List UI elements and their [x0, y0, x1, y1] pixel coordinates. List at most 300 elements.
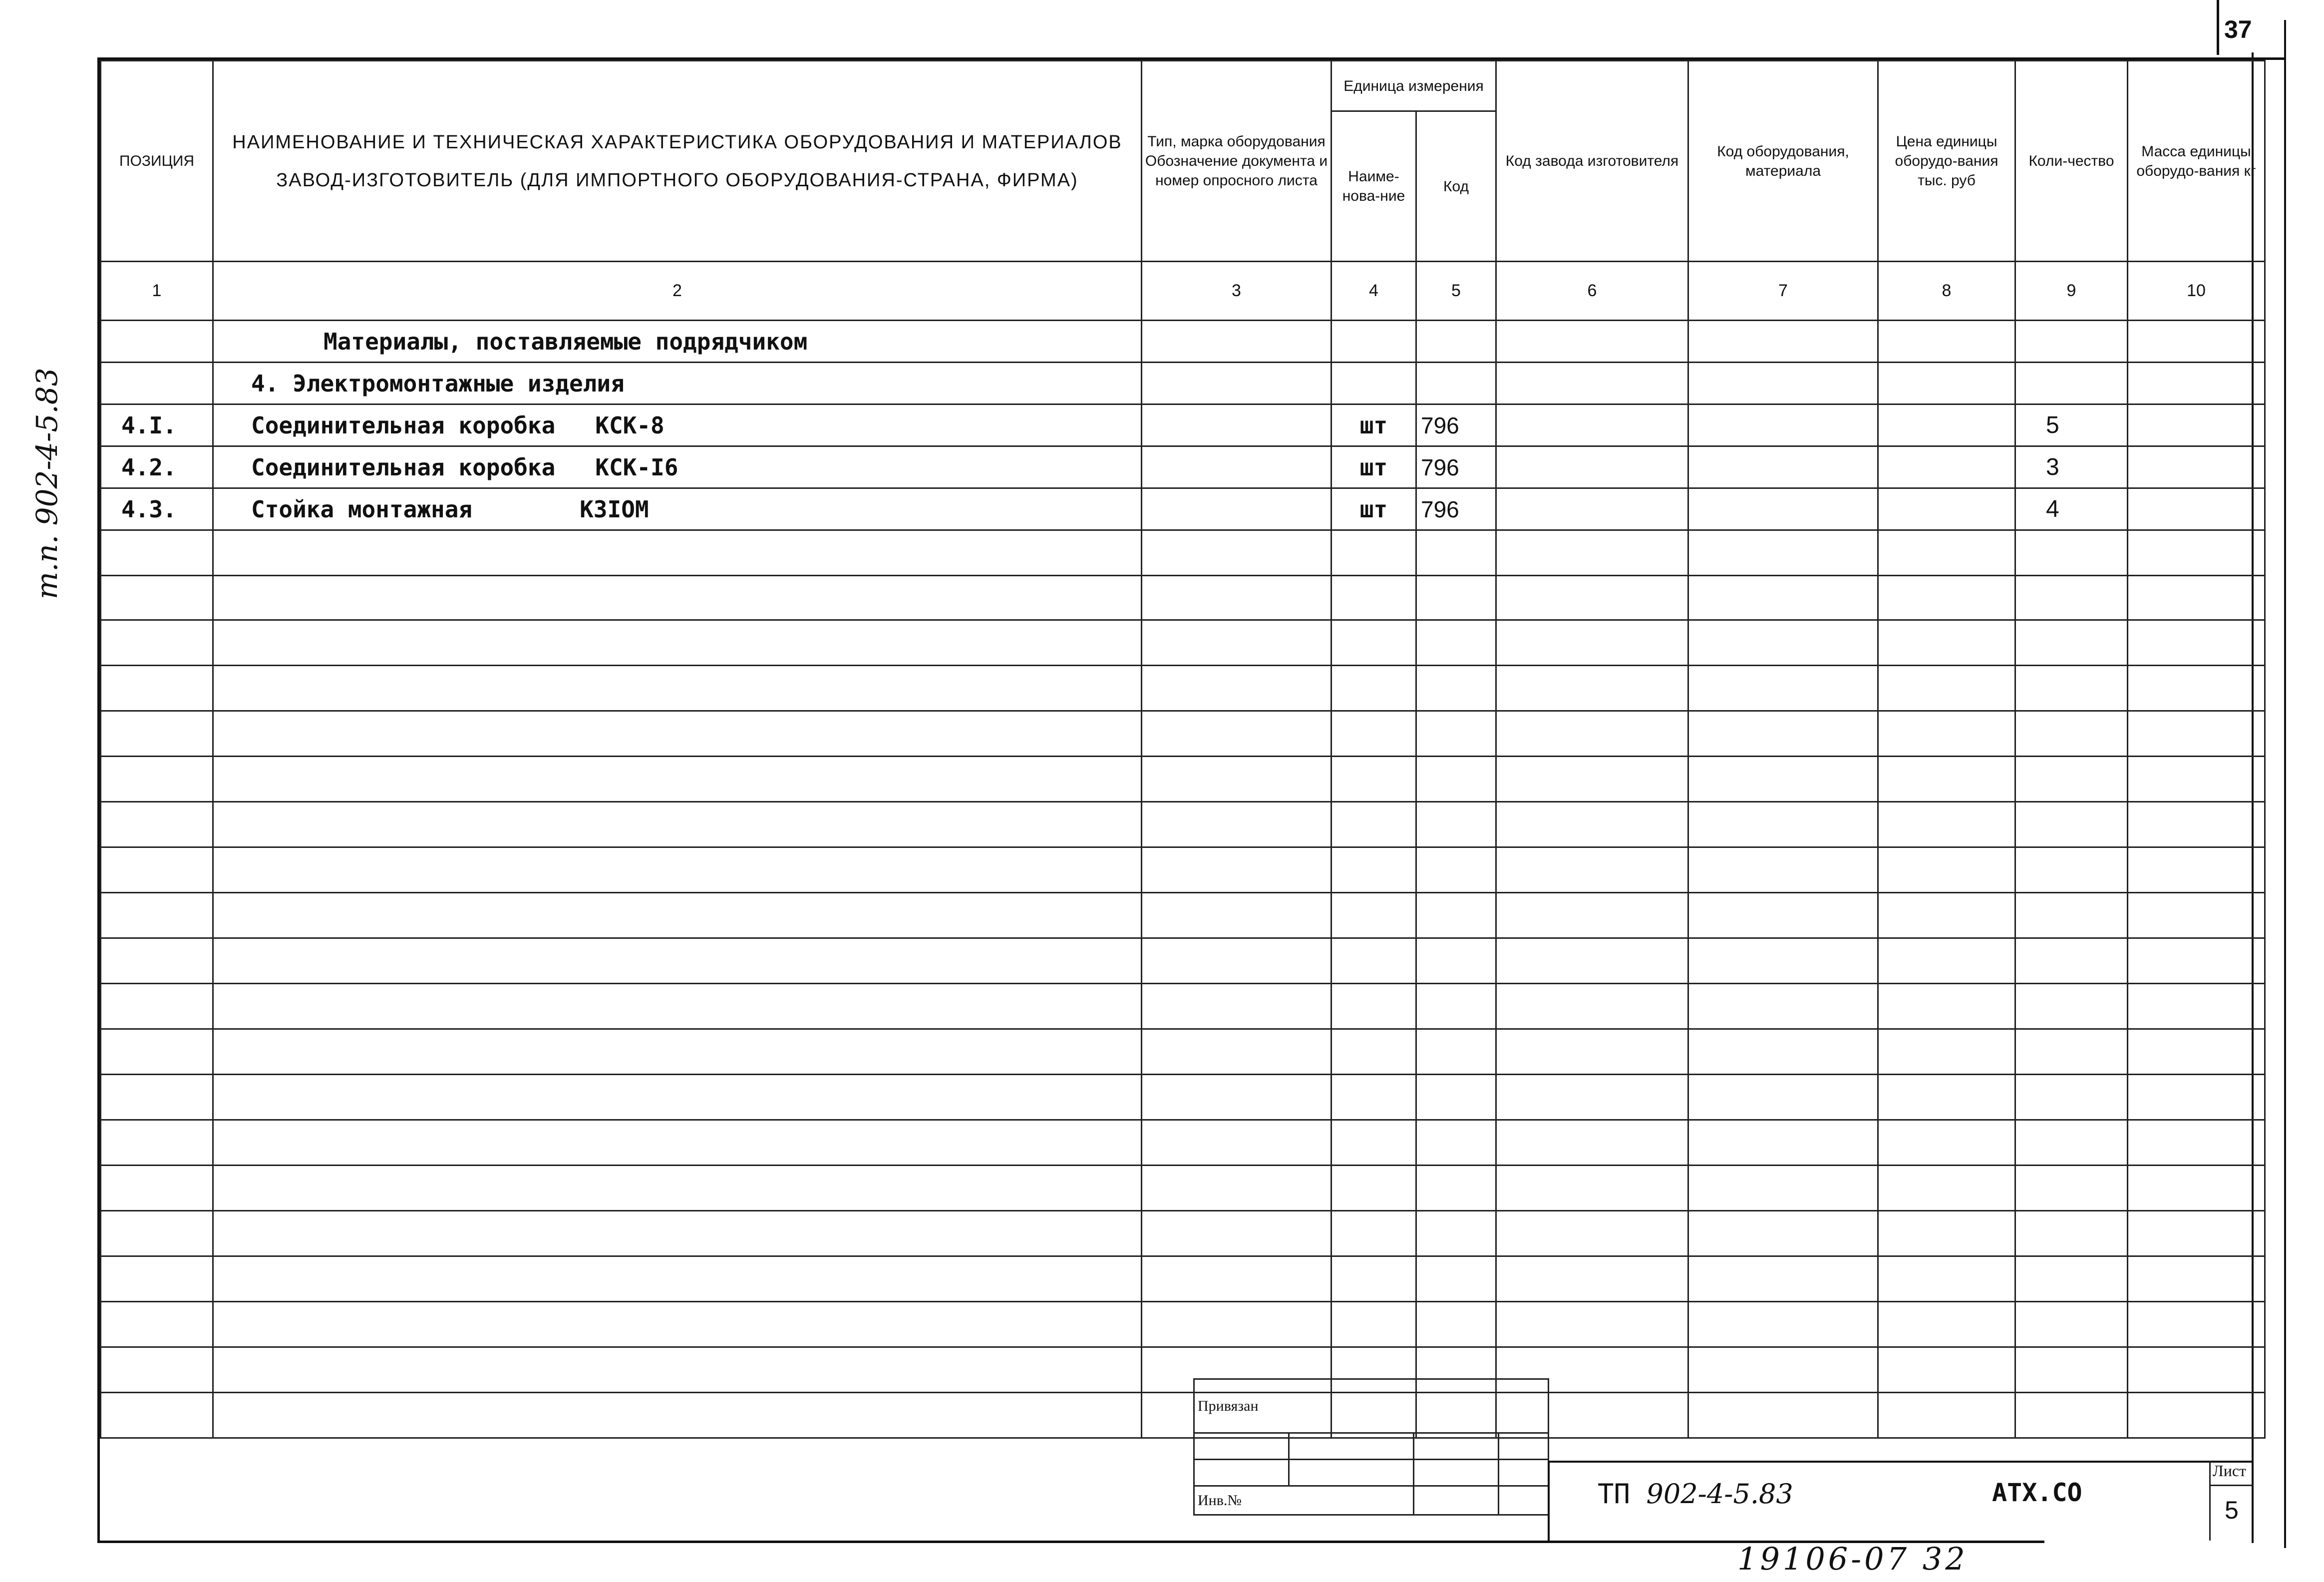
cell-unit: шт: [1331, 404, 1416, 446]
cell-empty: [2015, 757, 2128, 802]
cell-empty: [1331, 1029, 1416, 1075]
table-row-empty: [101, 938, 2265, 984]
cell-empty: [1878, 984, 2015, 1029]
item-name: Соединительная коробка: [251, 411, 556, 439]
column-number: 8: [1878, 262, 2015, 321]
cell-name: 4. Электромонтажные изделия: [213, 363, 1142, 404]
header-position: ПОЗИЦИЯ: [101, 61, 213, 262]
cell-empty: [1331, 938, 1416, 984]
cell-empty: [213, 1120, 1142, 1166]
stamp-cell: [1194, 1433, 1289, 1460]
item-name: Стойка монтажная: [251, 495, 473, 523]
cell-empty: [2128, 893, 2265, 938]
cell-empty: [1496, 446, 1688, 488]
cell-empty: [2015, 893, 2128, 938]
cell-empty: [2128, 757, 2265, 802]
cell-empty: [1331, 1120, 1416, 1166]
project-code: [1598, 1478, 1793, 1510]
item-mark: КСК-8: [595, 411, 664, 439]
project-prefix: ТП: [1598, 1478, 1631, 1510]
cell-empty: [1878, 711, 2015, 757]
cell-position: 4.2.: [101, 446, 213, 488]
cell-empty: [213, 711, 1142, 757]
cell-empty: [1688, 893, 1878, 938]
cell-empty: [1496, 1302, 1688, 1347]
table-row-empty: [101, 1120, 2265, 1166]
column-number: 10: [2128, 262, 2265, 321]
specification-table: [100, 60, 2266, 1439]
cell-empty: [1496, 1256, 1688, 1302]
table-row-empty: [101, 757, 2265, 802]
column-number: 6: [1496, 262, 1688, 321]
cell-empty: [2015, 1393, 2128, 1438]
registration-code: 19106-07 32: [1737, 1541, 1968, 1577]
side-document-code: т.п. 902-4-5.83: [30, 368, 64, 599]
cell-empty: [1496, 620, 1688, 666]
cell-empty: [213, 757, 1142, 802]
cell-empty: [1496, 321, 1688, 363]
cell-empty: [1688, 757, 1878, 802]
cell-empty: [1496, 1120, 1688, 1166]
empty-rows-group: [101, 530, 2265, 1438]
cell-empty: [1416, 1166, 1496, 1211]
header-quantity: Коли-чество: [2015, 61, 2128, 262]
cell-empty: [1142, 576, 1331, 620]
cell-empty: [1496, 893, 1688, 938]
header-type-mark: Тип, марка оборудования Обозначение документа и номер опросного листа: [1142, 61, 1331, 262]
cell-empty: [1142, 404, 1331, 446]
cell-empty: [2128, 1166, 2265, 1211]
cell-empty: [1878, 1302, 2015, 1347]
cell-empty: [2128, 446, 2265, 488]
cell-empty: [101, 1256, 213, 1302]
cell-empty: [1331, 1302, 1416, 1347]
header-unit-mass: Масса единицы оборудо-вания кг: [2128, 61, 2265, 262]
header-unit-group: Единица измерения: [1331, 61, 1496, 111]
cell-empty: [2128, 666, 2265, 711]
cell-empty: [2128, 321, 2265, 363]
cell-empty: [1416, 1029, 1496, 1075]
cell-empty: [1878, 1256, 2015, 1302]
cell-empty: [2128, 847, 2265, 893]
cell-empty: [2128, 1211, 2265, 1256]
header-manufacturer-code: Код завода изготовителя: [1496, 61, 1688, 262]
cell-empty: [2015, 802, 2128, 847]
cell-empty: [2128, 984, 2265, 1029]
cell-empty: [213, 620, 1142, 666]
table-row: [101, 321, 2265, 363]
column-number: 7: [1688, 262, 1878, 321]
cell-empty: [1142, 711, 1331, 757]
table-row-empty: [101, 984, 2265, 1029]
cell-empty: [1878, 1029, 2015, 1075]
cell-empty: [1142, 1211, 1331, 1256]
cell-empty: [1142, 666, 1331, 711]
cell-empty: [2015, 530, 2128, 576]
table-row: [101, 363, 2265, 404]
cell-position: [101, 321, 213, 363]
column-number: 1: [101, 262, 213, 321]
cell-empty: [1878, 404, 2015, 446]
stamp-cell: [1194, 1460, 1289, 1486]
cell-empty: [1416, 1211, 1496, 1256]
cell-empty: [1416, 802, 1496, 847]
cell-empty: [1142, 1302, 1331, 1347]
cell-empty: [1416, 711, 1496, 757]
cell-empty: [213, 1211, 1142, 1256]
cell-empty: [1331, 847, 1416, 893]
cell-empty: [1688, 620, 1878, 666]
cell-empty: [1416, 1302, 1496, 1347]
header-name-line1: НАИМЕНОВАНИЕ И ТЕХНИЧЕСКАЯ ХАРАКТЕРИСТИКА ОБОРУДОВАНИЯ И МАТЕРИАЛОВ: [232, 131, 1122, 153]
cell-empty: [2015, 1256, 2128, 1302]
cell-empty: [101, 1393, 213, 1438]
cell-empty: [1142, 1256, 1331, 1302]
cell-empty: [1688, 711, 1878, 757]
cell-quantity: 4: [2015, 488, 2128, 530]
cell-empty: [1331, 363, 1416, 404]
cell-empty: [1688, 1302, 1878, 1347]
column-number: 5: [1416, 262, 1496, 321]
cell-empty: [2128, 1302, 2265, 1347]
cell-empty: [1331, 757, 1416, 802]
cell-quantity: 5: [2015, 404, 2128, 446]
cell-empty: [1688, 1166, 1878, 1211]
header-row-1: [101, 61, 2265, 111]
cell-empty: [1416, 938, 1496, 984]
cell-empty: [1496, 488, 1688, 530]
stamp-cell: [1414, 1486, 1499, 1515]
cell-empty: [2128, 711, 2265, 757]
cell-empty: [1878, 938, 2015, 984]
cell-empty: [2128, 1120, 2265, 1166]
table-row-empty: [101, 530, 2265, 576]
cell-empty: [2015, 938, 2128, 984]
cell-empty: [101, 620, 213, 666]
table-row-empty: [101, 847, 2265, 893]
column-number: 3: [1142, 262, 1331, 321]
cell-empty: [2128, 1393, 2265, 1438]
cell-empty: [2015, 1347, 2128, 1393]
cell-empty: [2015, 666, 2128, 711]
cell-empty: [1331, 984, 1416, 1029]
cell-empty: [1416, 847, 1496, 893]
cell-empty: [2015, 1166, 2128, 1211]
cell-empty: [1878, 666, 2015, 711]
cell-empty: [1496, 938, 1688, 984]
table-row: [101, 404, 2265, 446]
table-row-empty: [101, 1211, 2265, 1256]
cell-empty: [1331, 802, 1416, 847]
approval-stamp: [1193, 1378, 1549, 1516]
stamp-cell: [1289, 1460, 1414, 1486]
table-row-empty: [101, 576, 2265, 620]
table-row-empty: [101, 1302, 2265, 1347]
header-equipment-code: Код оборудования, материала: [1688, 61, 1878, 262]
cell-empty: [1496, 984, 1688, 1029]
cell-empty: [1688, 446, 1878, 488]
cell-name: [213, 488, 1142, 530]
cell-empty: [1331, 321, 1416, 363]
cell-empty: [101, 666, 213, 711]
cell-empty: [1688, 1075, 1878, 1120]
cell-empty: [1878, 893, 2015, 938]
table-row-empty: [101, 1166, 2265, 1211]
table-row-empty: [101, 802, 2265, 847]
header-name-line2: ЗАВОД-ИЗГОТОВИТЕЛЬ (ДЛЯ ИМПОРТНОГО ОБОРУДОВАНИЯ-СТРАНА, ФИРМА): [276, 169, 1078, 191]
cell-empty: [101, 893, 213, 938]
cell-empty: [2015, 984, 2128, 1029]
header-name: [213, 61, 1142, 262]
sheet-value: 5: [2225, 1496, 2239, 1524]
sheet-divider: [2211, 1485, 2253, 1486]
cell-empty: [1878, 847, 2015, 893]
cell-empty: [101, 984, 213, 1029]
table-row-empty: [101, 1347, 2265, 1393]
cell-position: [101, 363, 213, 404]
cell-empty: [213, 1029, 1142, 1075]
cell-empty: [213, 530, 1142, 576]
cell-empty: [2128, 363, 2265, 404]
table-row: [101, 488, 2265, 530]
cell-empty: [1688, 404, 1878, 446]
cell-empty: [101, 711, 213, 757]
cell-empty: [1142, 1120, 1331, 1166]
cell-name: Материалы, поставляемые подрядчиком: [213, 321, 1142, 363]
title-block-top-line: [1548, 1461, 2252, 1463]
cell-empty: [101, 938, 213, 984]
cell-position: 4.3.: [101, 488, 213, 530]
cell-empty: [1688, 576, 1878, 620]
cell-empty: [2128, 1256, 2265, 1302]
cell-empty: [213, 1302, 1142, 1347]
cell-empty: [1331, 1166, 1416, 1211]
cell-empty: [213, 802, 1142, 847]
cell-position: 4.I.: [101, 404, 213, 446]
item-mark: КСК-I6: [595, 453, 678, 481]
cell-empty: [1496, 847, 1688, 893]
stamp-cell: [1499, 1486, 1549, 1515]
sheet-box: [2209, 1461, 2253, 1541]
cell-empty: [1142, 620, 1331, 666]
cell-empty: [2128, 802, 2265, 847]
cell-empty: [2128, 938, 2265, 984]
table-row-empty: [101, 1075, 2265, 1120]
cell-empty: [2015, 1120, 2128, 1166]
cell-empty: [1878, 446, 2015, 488]
table-row-empty: [101, 1256, 2265, 1302]
cell-empty: [213, 1393, 1142, 1438]
cell-empty: [1688, 530, 1878, 576]
cell-empty: [101, 1211, 213, 1256]
cell-empty: [1142, 363, 1331, 404]
cell-empty: [213, 576, 1142, 620]
column-number-row: [101, 262, 2265, 321]
cell-empty: [1496, 1211, 1688, 1256]
cell-quantity: 3: [2015, 446, 2128, 488]
cell-empty: [2128, 620, 2265, 666]
cell-empty: [1142, 446, 1331, 488]
cell-empty: [1878, 802, 2015, 847]
cell-empty: [2128, 1075, 2265, 1120]
cell-empty: [1688, 802, 1878, 847]
cell-empty: [1142, 802, 1331, 847]
cell-empty: [2015, 1302, 2128, 1347]
stamp-inventory-number: Инв.№: [1194, 1486, 1414, 1515]
cell-empty: [1496, 530, 1688, 576]
cell-empty: [1496, 576, 1688, 620]
cell-empty: [213, 1075, 1142, 1120]
sheet-number-top: 37: [2224, 15, 2252, 43]
outer-right-border: [2284, 20, 2286, 1548]
cell-empty: [1142, 757, 1331, 802]
cell-empty: [1688, 847, 1878, 893]
cell-empty: [1416, 620, 1496, 666]
project-number: 902-4-5.83: [1646, 1478, 1793, 1510]
stamp-cell: [1499, 1460, 1549, 1486]
cell-empty: [1416, 1120, 1496, 1166]
cell-empty: [1496, 363, 1688, 404]
cell-unit-code: 796: [1416, 404, 1496, 446]
cell-empty: [1688, 666, 1878, 711]
cell-empty: [213, 1256, 1142, 1302]
cell-empty: [1878, 488, 2015, 530]
cell-empty: [1331, 530, 1416, 576]
cell-empty: [213, 1166, 1142, 1211]
cell-empty: [1331, 711, 1416, 757]
cell-empty: [2015, 620, 2128, 666]
cell-empty: [1688, 1256, 1878, 1302]
cell-empty: [2015, 321, 2128, 363]
cell-empty: [1878, 757, 2015, 802]
cell-empty: [1142, 938, 1331, 984]
cell-empty: [1878, 620, 2015, 666]
cell-empty: [2015, 576, 2128, 620]
cell-empty: [1416, 576, 1496, 620]
cell-empty: [1331, 576, 1416, 620]
item-mark: КЗIОМ: [580, 495, 649, 523]
cell-empty: [101, 1120, 213, 1166]
cell-empty: [2015, 1075, 2128, 1120]
cell-empty: [101, 1166, 213, 1211]
cell-empty: [1416, 530, 1496, 576]
cell-empty: [1878, 576, 2015, 620]
cell-empty: [101, 1075, 213, 1120]
cell-empty: [2015, 363, 2128, 404]
cell-empty: [1496, 711, 1688, 757]
cell-empty: [1331, 1256, 1416, 1302]
cell-empty: [2128, 1029, 2265, 1075]
title-block-left-line: [1548, 1461, 1550, 1541]
stamp-cell: [1414, 1460, 1499, 1486]
cell-unit: шт: [1331, 446, 1416, 488]
cell-empty: [1142, 1075, 1331, 1120]
cell-empty: [1416, 1075, 1496, 1120]
cell-empty: [1878, 530, 2015, 576]
table-row-empty: [101, 620, 2265, 666]
cell-empty: [1496, 404, 1688, 446]
cell-empty: [1496, 757, 1688, 802]
sheet-label: Лист: [2213, 1462, 2247, 1480]
cell-empty: [1688, 1029, 1878, 1075]
cell-empty: [1416, 757, 1496, 802]
cell-empty: [1878, 1393, 2015, 1438]
cell-empty: [1496, 1166, 1688, 1211]
cell-empty: [2128, 1347, 2265, 1393]
cell-empty: [101, 530, 213, 576]
cell-empty: [101, 847, 213, 893]
cell-empty: [1496, 1029, 1688, 1075]
cell-empty: [1688, 984, 1878, 1029]
cell-empty: [1416, 893, 1496, 938]
stamp-cell: [1414, 1433, 1499, 1460]
cell-empty: [2128, 404, 2265, 446]
cell-empty: [1142, 1166, 1331, 1211]
header-unit-code: Код: [1416, 111, 1496, 262]
cell-empty: [1688, 1211, 1878, 1256]
cell-empty: [2015, 711, 2128, 757]
table-row-empty: [101, 1029, 2265, 1075]
column-number: 4: [1331, 262, 1416, 321]
cell-empty: [1331, 666, 1416, 711]
cell-unit-code: 796: [1416, 446, 1496, 488]
cell-unit-code: 796: [1416, 488, 1496, 530]
cell-empty: [2128, 488, 2265, 530]
cell-empty: [213, 847, 1142, 893]
table-row-empty: [101, 1393, 2265, 1438]
cell-empty: [1142, 321, 1331, 363]
cell-empty: [1142, 1029, 1331, 1075]
cell-empty: [1878, 1120, 2015, 1166]
cell-empty: [1878, 363, 2015, 404]
item-name: Соединительная коробка: [251, 453, 556, 481]
cell-empty: [1331, 1211, 1416, 1256]
column-number: 9: [2015, 262, 2128, 321]
table-row-empty: [101, 893, 2265, 938]
cell-empty: [1331, 893, 1416, 938]
cell-empty: [1878, 321, 2015, 363]
table-row: [101, 446, 2265, 488]
cell-empty: [1331, 620, 1416, 666]
cell-empty: [1496, 666, 1688, 711]
cell-empty: [1416, 321, 1496, 363]
cell-empty: [1142, 530, 1331, 576]
cell-empty: [2128, 530, 2265, 576]
cell-empty: [1688, 1347, 1878, 1393]
cell-empty: [101, 757, 213, 802]
cell-empty: [1688, 1393, 1878, 1438]
cell-empty: [1878, 1075, 2015, 1120]
stamp-cell: [1499, 1433, 1549, 1460]
cell-empty: [1416, 363, 1496, 404]
cell-empty: [1878, 1166, 2015, 1211]
cell-empty: [213, 984, 1142, 1029]
cell-empty: [2128, 576, 2265, 620]
cell-name: [213, 446, 1142, 488]
header-unit-price: Цена единицы оборудо-вания тыс. руб: [1878, 61, 2015, 262]
cell-empty: [101, 1029, 213, 1075]
cell-empty: [1496, 1075, 1688, 1120]
cell-name: [213, 404, 1142, 446]
cell-empty: [1878, 1211, 2015, 1256]
column-number: 2: [213, 262, 1142, 321]
cell-empty: [1688, 488, 1878, 530]
table-row-empty: [101, 711, 2265, 757]
cell-empty: [1416, 1256, 1496, 1302]
cell-empty: [1878, 1347, 2015, 1393]
cell-empty: [213, 1347, 1142, 1393]
cell-empty: [1331, 1075, 1416, 1120]
